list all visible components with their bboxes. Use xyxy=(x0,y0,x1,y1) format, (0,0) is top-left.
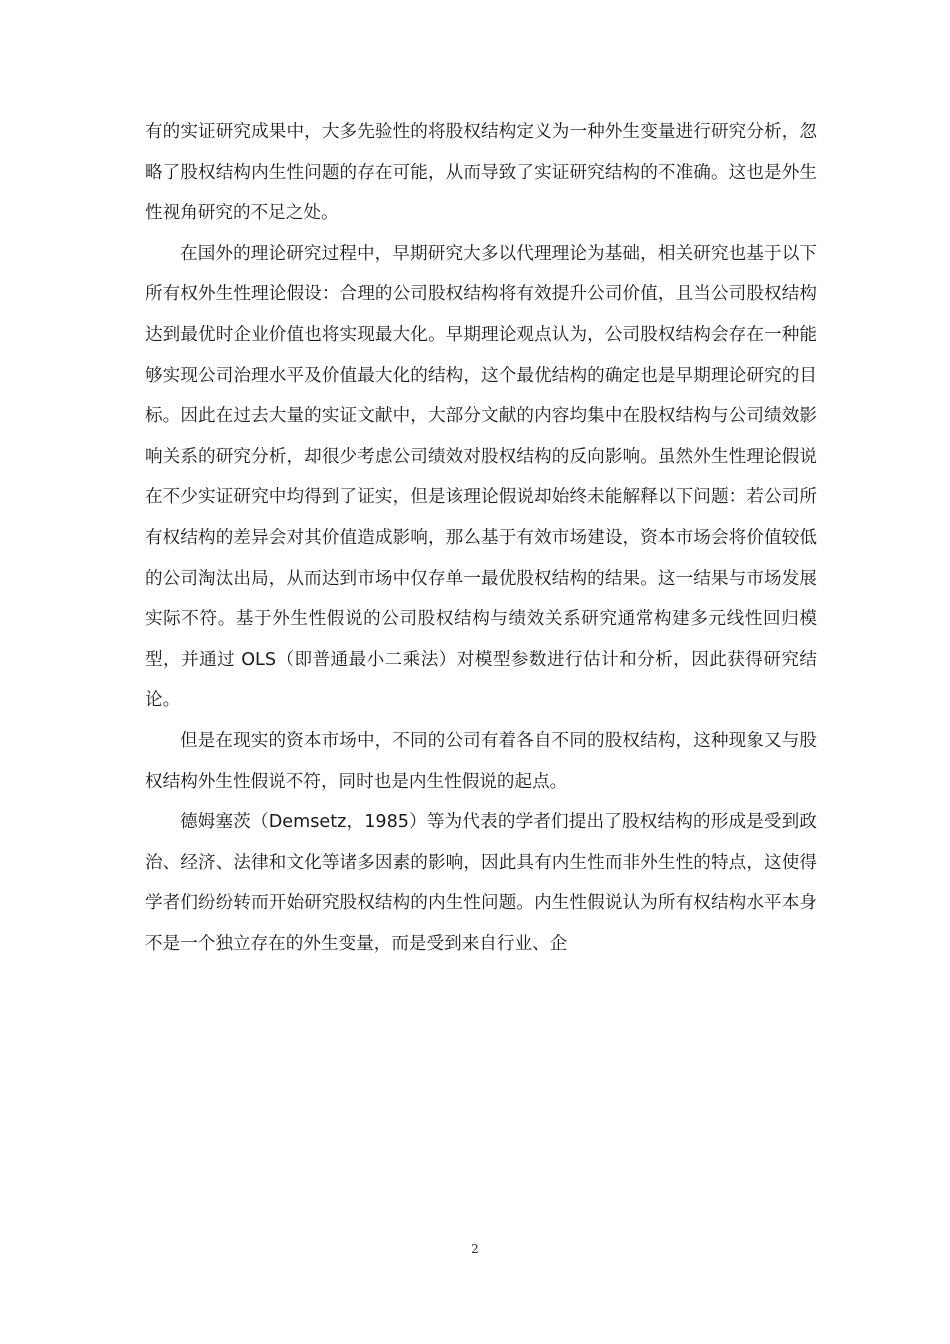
paragraph-continuation: 有的实证研究成果中，大多先验性的将股权结构定义为一种外生变量进行研究分析，忽略了股权结构内生性问题的存在可能，从而导致了实证研究结构的不准确。这也是外生性视角研究的不足之处。 xyxy=(145,122,817,224)
paragraph-demsetz: 德姆塞茨（Demsetz，1985）等为代表的学者们提出了股权结构的形成是受到政治、经济、法律和文化等诸多因素的影响，因此具有内生性而非外生性的特点，这使得学者们纷纷转而开始研究股权结构的内生性问题。内生性假说认为所有权结构水平本身不是一个独立存在的外生变量，而是受到来自行业、企 xyxy=(145,812,817,954)
paragraph-theory-background: 在国外的理论研究过程中，早期研究大多以代理理论为基础，相关研究也基于以下所有权外生性理论假设：合理的公司股权结构将有效提升公司价值，且当公司股权结构达到最优时企业价值也将实现最大化。早期理论观点认为，公司股权结构会存在一种能够实现公司治理水平及价值最大化的结构，这个最优结构的确定也是早期理论研究的目标。因此在过去大量的实证文献中，大部分文献的内容均集中在股权结构与公司绩效影响关系的研究分析，却很少考虑公司绩效对股权结构的反向影响。虽然外生性理论假说在不少实证研究中均得到了证实，但是该理论假说却始终未能解释以下问题：若公司所有权结构的差异会对其价值造成影响，那么基于有效市场建设，资本市场会将价值较低的公司淘汰出局，从而达到市场中仅存单一最优股权结构的结果。这一结果与市场发展实际不符。基于外生性假说的公司股权结构与绩效关系研究通常构建多元线性回归模型，并通过 OLS（即普通最小二乘法）对模型参数进行估计和分析，因此获得研究结论。 xyxy=(145,243,817,711)
page-body xyxy=(145,112,817,964)
paragraph-capital-market: 但是在现实的资本市场中，不同的公司有着各自不同的股权结构，这种现象又与股权结构外生性假说不符，同时也是内生性假说的起点。 xyxy=(145,730,817,792)
page-number: 2 xyxy=(471,1242,479,1256)
